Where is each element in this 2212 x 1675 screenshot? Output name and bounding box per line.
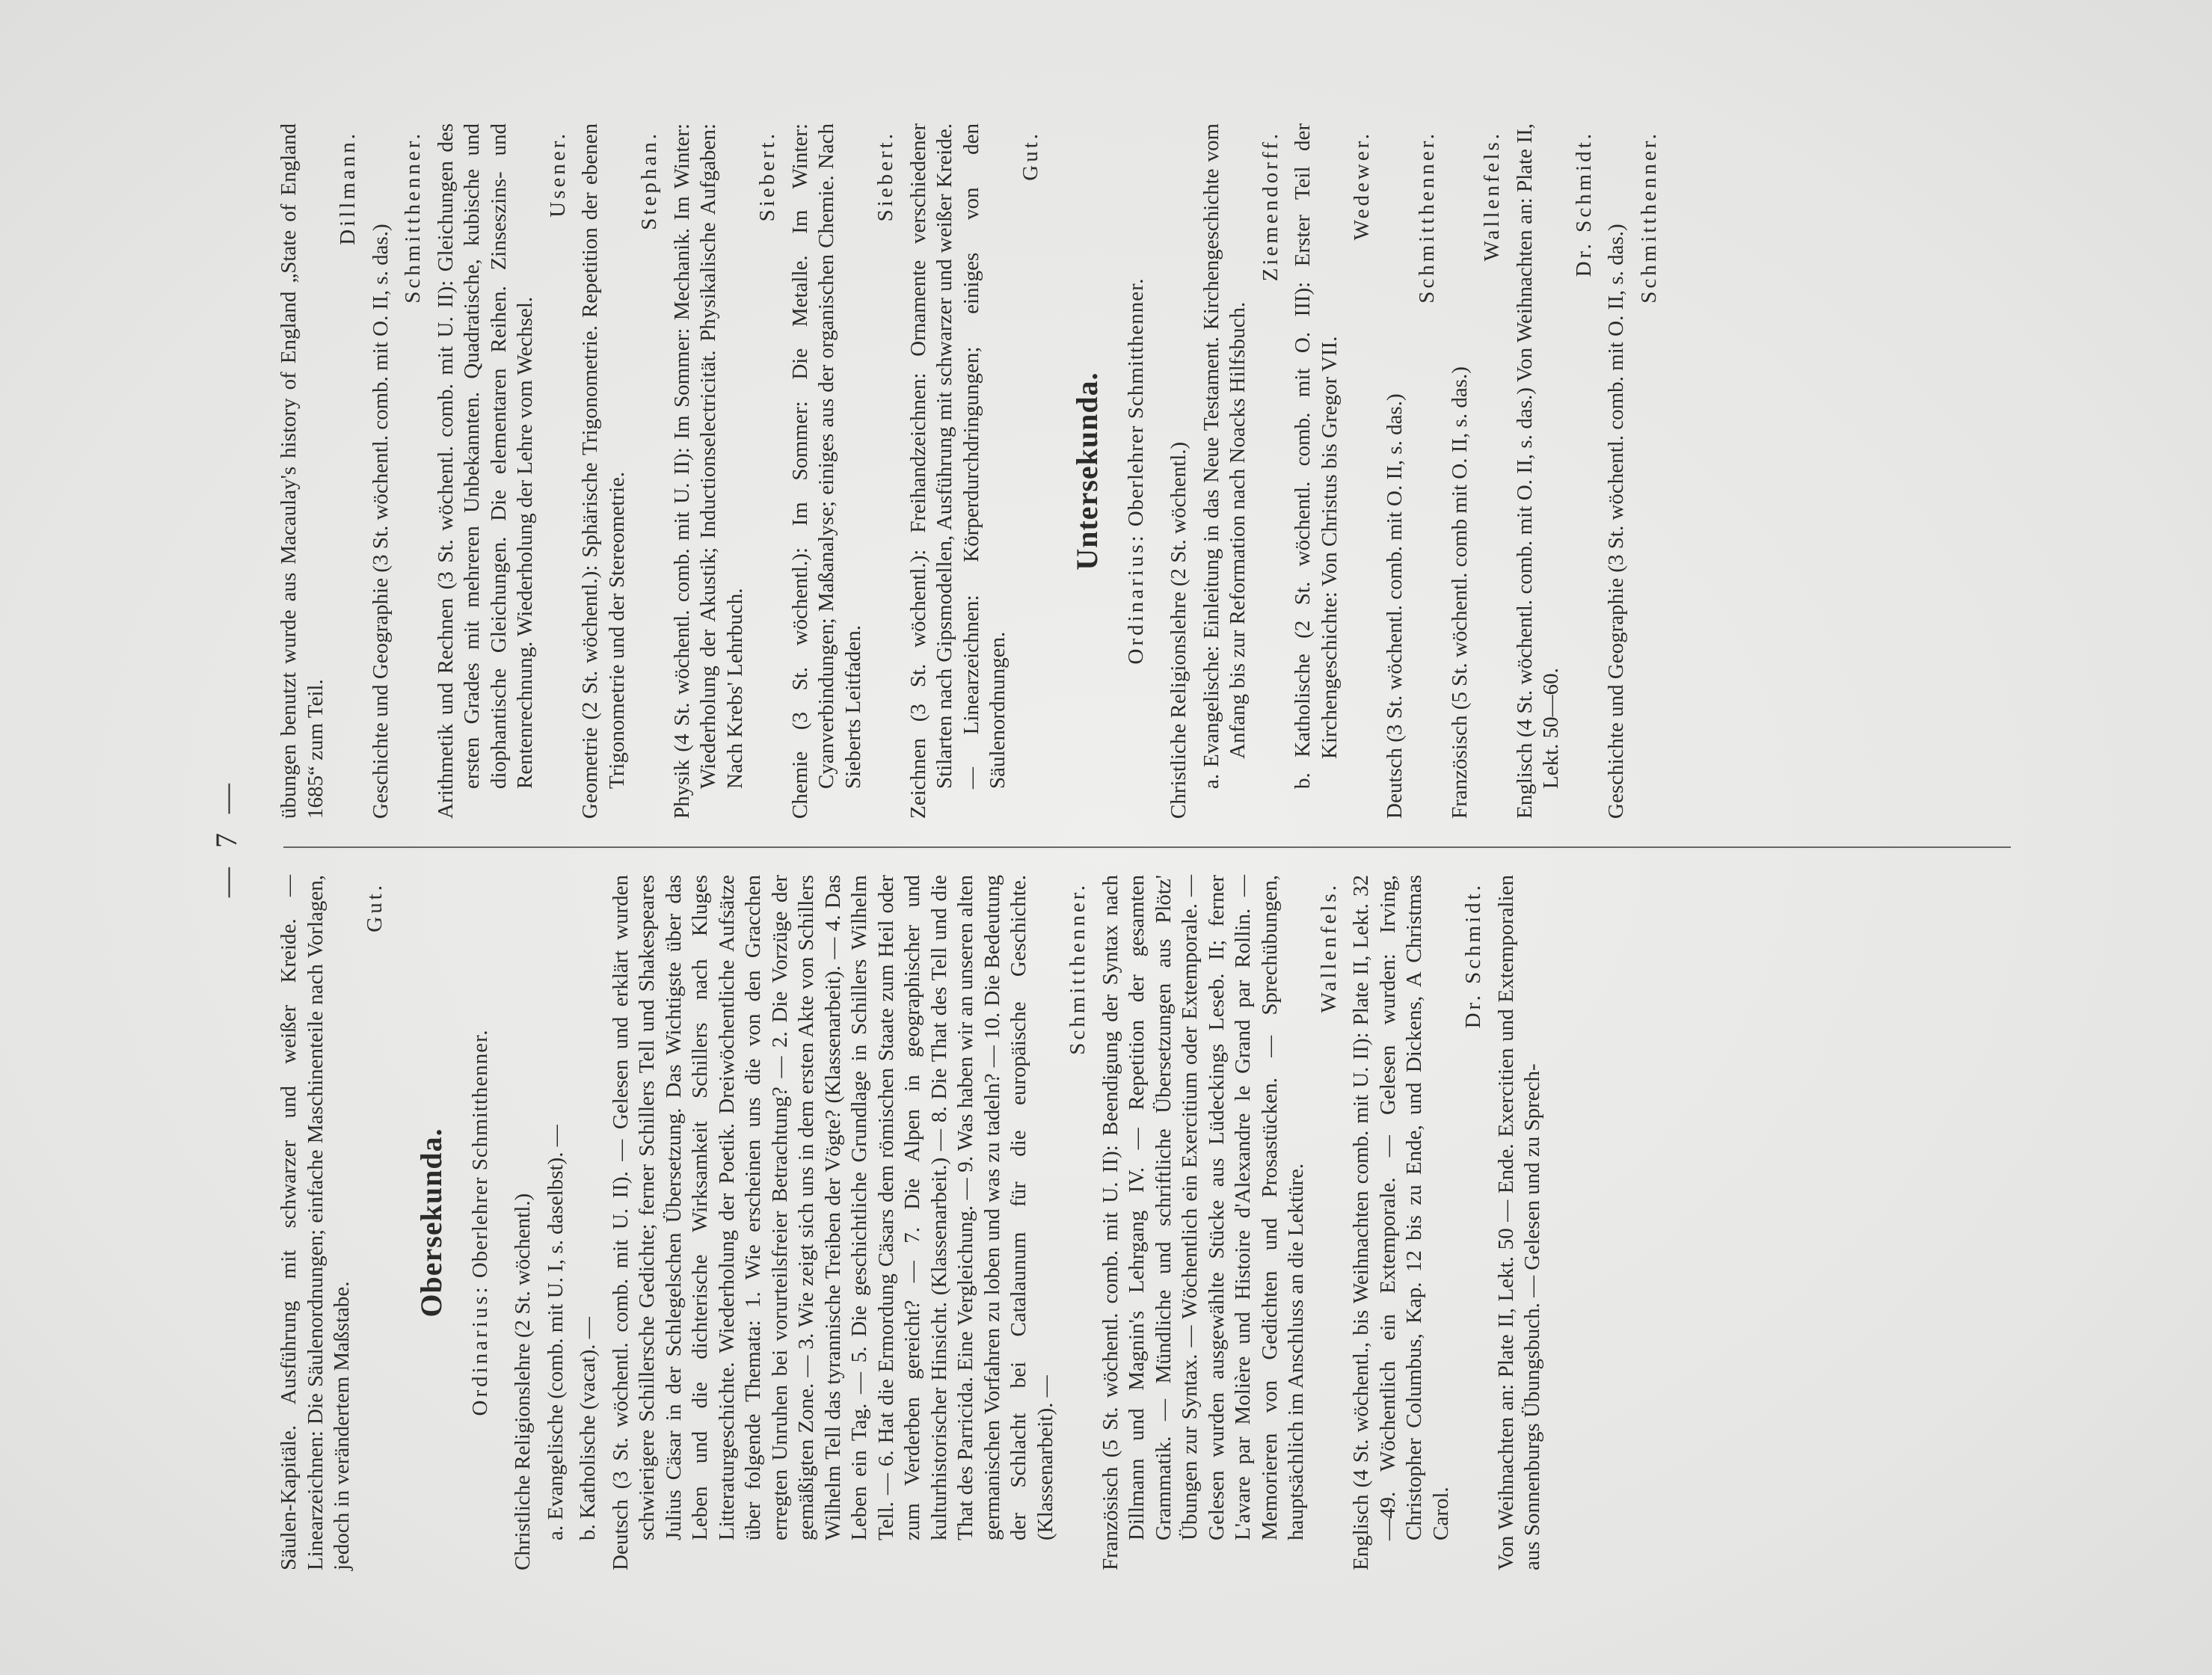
- arithmetik-signature: Usener.: [545, 131, 570, 218]
- geschichte-section: Geschichte und Geographie (3 St. wöchentl. comb. mit O. II, s. das.): [368, 224, 393, 819]
- franzoesisch-section: Französisch (5 St. wöchentl. comb. mit U. II): Beendigung der Syntax nach Dillmann und Magnin's Lehrgang IV. — Repetition der gesamten Grammatik. — Mündliche und schriftliche Übersetzungen aus Plötz' Übungen zur Syntax. — Wöchentlich ein Exercitium oder Extemporale. — Gelesen wurden ausgewählte Stücke aus Lüdeckings Leseb. II; ferner L'avare par Molière und Histoire d'Alexandre le Grand par Rollin. — Memorieren von Gedichten und Prosastücken. — Sprechübungen, hauptsächlich im Anschluss an die Lektüre.: [1098, 875, 1308, 1570]
- u-franzoesisch-signature: Wallenfels.: [1480, 131, 1504, 262]
- u-englisch-signature: Dr. Schmidt.: [1571, 131, 1596, 277]
- geometrie-section: Geometrie (2 St. wöchentl.): Sphärische Trigonometrie. Repetition der ebenen Trigonometrie und der Stereometrie.: [578, 123, 629, 819]
- u-deutsch-signature: Schmitthenner.: [1415, 131, 1439, 304]
- left-intro-signature: Gut.: [362, 882, 387, 932]
- ordinarius-label: Ordinarius:: [1123, 532, 1148, 665]
- column-divider: [283, 846, 2011, 848]
- arithmetik-section: Arithmetik und Rechnen (3 St. wöchentl. comb. mit U. II): Gleichungen des ersten Grades mit mehreren Unbekannten. Quadratische, kubische und diophantische Gleichungen. Die elementaren Reihen. Zinseszins- und Rentenrechnung. Wiederholung der Lehre vom Wechsel.: [433, 123, 537, 819]
- zeichnen-signature: Gut.: [1018, 131, 1042, 181]
- englisch-section: Englisch (4 St. wöchentl., bis Weihnachten comb. mit U. II): Plate II, Lekt. 32—49. Wöchentlich ein Extemporale. — Gelesen wurden: Irving, Christopher Columbus, Kap. 12 bis zu Ende, und Dickens, A Christmas Carol.: [1349, 875, 1453, 1570]
- untersekunda-ordinarius: [1123, 123, 1150, 819]
- u-religion-title: Christliche Religionslehre (2 St. wöchentl.): [1167, 441, 1191, 819]
- ordinarius-name: Oberlehrer Schmitthenner.: [467, 1029, 492, 1279]
- englisch-signature: Dr. Schmidt.: [1461, 882, 1485, 1029]
- zeichnen-section: Zeichnen (3 St. wöchentl.): Freihandzeichnen: Ornamente verschiedener Stilarten nach Gipsmodellen, Ausführung mit schwarzer und weißer Kreide. — Linearzeichnen: Körperdurchdringungen; einiges von den Säulenordnungen.: [906, 123, 1010, 819]
- u-religion-b: b. Katholische (2 St. wöchentl. comb. mit O. III): Erster Teil der Kirchengeschichte: Von Christus bis Gregor VII.: [1291, 123, 1342, 789]
- franzoesisch-signature: Wallenfels.: [1316, 882, 1341, 1013]
- untersekunda-heading: Untersekunda.: [1070, 372, 1104, 571]
- ordinarius-label: Ordinarius:: [467, 1284, 492, 1416]
- u-religion-b-signature: Wedewer.: [1350, 131, 1374, 241]
- physik-signature: Siebert.: [755, 131, 779, 222]
- u-geschichte-signature: Schmitthenner.: [1636, 131, 1661, 304]
- obersekunda-heading: Obersekunda.: [414, 1128, 448, 1318]
- u-englisch-section: Englisch (4 St. wöchentl. comb. mit O. II, s. das.) Von Weihnachten an: Plate II, Lekt. 50—60.: [1512, 123, 1563, 819]
- left-column: [276, 875, 1552, 1570]
- englisch-continuation: Von Weihnachten an: Plate II, Lekt. 50 — Ende. Exercitien und Extemporalien aus Sonnenburgs Übungsbuch. — Gelesen und zu Sprech-: [1493, 875, 1544, 1570]
- obersekunda-ordinarius: [467, 875, 494, 1570]
- religion-a: a. Evangelische (comb. mit U. I, s. daselbst). —: [543, 1125, 568, 1540]
- religion-title: Christliche Religionslehre (2 St. wöchentl.): [511, 1193, 535, 1570]
- u-franzoesisch-section: Französisch (5 St. wöchentl. comb mit O. II, s. das.): [1447, 366, 1472, 819]
- right-column: [276, 123, 1668, 819]
- physik-section: Physik (4 St. wöchentl. comb. mit U. II): Im Sommer: Mechanik. Im Winter: Wiederholung der Akustik; Inductionselectricität. Physikalische Aufgaben: Nach Krebs' Lehrbuch.: [669, 123, 747, 819]
- chemie-signature: Siebert.: [873, 131, 897, 222]
- chemie-section: Chemie (3 St. wöchentl.): Im Sommer: Die Metalle. Im Winter: Cyanverbindungen; Maßanalyse; einiges aus der organischen Chemie. Nach Sieberts Leitfaden.: [787, 123, 865, 819]
- right-intro-signature: Dillmann.: [336, 131, 360, 245]
- left-intro-text: Säulen-Kapitäle. Ausführung mit schwarzer und weißer Kreide. — Linearzeichnen: Die Säulenordnungen; einfache Maschinenteile nach Vorlagen, jedoch in verändertem Maßstabe.: [277, 875, 354, 1570]
- right-intro-text: übungen benutzt wurde aus Macaulay's history of England „State of England 1685“ zum Teil.: [277, 123, 328, 819]
- geschichte-signature: Schmitthenner.: [401, 131, 425, 304]
- u-deutsch-section: Deutsch (3 St. wöchentl. comb. mit O. II, s. das.): [1382, 393, 1407, 819]
- geometrie-signature: Stephan.: [637, 131, 661, 230]
- rotated-page: [96, 75, 2116, 1600]
- deutsch-section: Deutsch (3 St. wöchentl. comb. mit U. II). — Gelesen und erklärt wurden schwierigere Schillersche Gedichte; ferner Schillers Tell und Shakespeares Julius Cäsar in der Schlegelschen Übersetzung. Das Wichtigste über das Leben und die dichterische Wirksamkeit Schillers nach Kluges Litteraturgeschichte. Wiederholung der Poetik. Dreiwöchentliche Aufsätze über folgende Themata: 1. Wie erscheinen uns die von den Gracchen erregten Unruhen bei vorurteilsfreier Betrachtung? — 2. Die Vorzüge der gemäßigten Zone. — 3. Wie zeigt sich uns in dem ersten Akte von Schillers Wilhelm Tell das tyrannische Treiben der Vögte? (Klassenarbeit). — 4. Das Leben ein Tag. — 5. Die geschichtliche Grundlage in Schillers Wilhelm Tell. — 6. Hat die Ermordung Cäsars dem römischen Staate zum Heil oder zum Verderben gereicht? — 7. Die Alpen in geographischer und kulturhistorischer Hinsicht. (Klassenarbeit.) — 8. Die That des Tell und die That des Parricida. Eine Vergleichung. — 9. Was haben wir an unseren alten germanischen Vorfahren zu loben und was zu tadeln? — 10. Die Bedeutung der Schlacht bei Catalaunum für die europäische Geschichte. (Klassenarbeit). —: [608, 875, 1057, 1570]
- deutsch-signature: Schmitthenner.: [1066, 882, 1090, 1055]
- page-number: — 7 —: [209, 778, 243, 897]
- u-religion-a: a. Evangelische: Einleitung in das Neue Testament. Kirchengeschichte vom Anfang bis zur Reformation nach Noacks Hilfsbuch.: [1199, 123, 1250, 789]
- u-religion-a-signature: Ziemendorff.: [1258, 131, 1282, 282]
- ordinarius-name: Oberlehrer Schmitthenner.: [1123, 277, 1148, 527]
- religion-b: b. Katholische (vacat). —: [576, 1317, 600, 1540]
- u-geschichte-section: Geschichte und Geographie (3 St. wöchentl. comb. mit O. II, s. das.): [1604, 224, 1628, 819]
